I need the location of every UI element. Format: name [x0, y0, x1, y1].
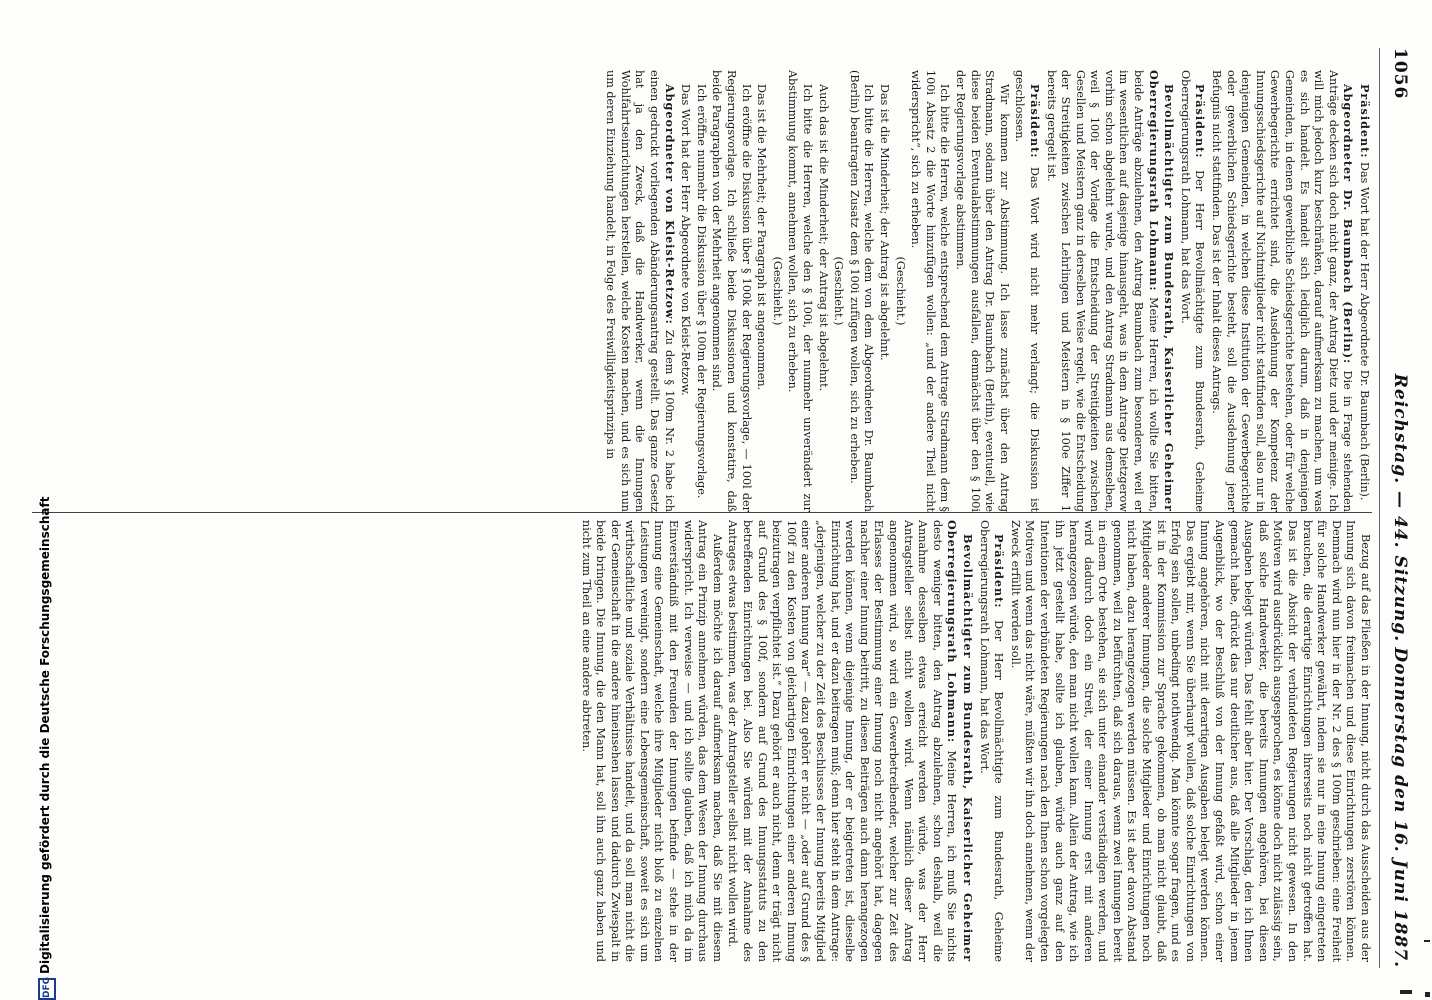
paragraph: [846, 70, 875, 512]
paragraph: [1007, 520, 1372, 962]
paragraph-text: Wir kommen zur Abstimmung. Ich lasse zunächst über den Antrag Stradmann, sodann über den Antrag Dr. Baumbach (Berlin), eventuell, wie diese beiden Eventualabstimmungen ausfallen, demnächst über den § 100i der Regierungsvorlage abstimmen.: [953, 70, 1011, 512]
paragraph: [1012, 70, 1042, 512]
page-number: 1056: [1390, 48, 1410, 100]
paragraph-text: Das Wort hat der Herr Abgeordnete Dr. Baumbach (Berlin).: [1358, 162, 1371, 501]
speaker-name: Präsident:: [992, 534, 1007, 609]
paragraph: [603, 70, 677, 512]
speaker-name: Abgeordneter Dr. Baumbach (Berlin):: [1341, 84, 1356, 365]
paragraph: [754, 70, 769, 512]
paragraph-text: Meine Herren, ich muß Sie nichts desto weniger bitten, den Antrag abzulehnen, schon deshalb, weil die Annahme desselben etwas erreicht werden würde, was der Herr Antragsteller selbst nicht wollen wird. Wenn nämlich dieser Antrag angenommen wird, so wird ein Gewerbetreibender, welcher zur Zeit des Erlasses der Bestimmung einer Innung noch nicht angehört hat, dagegen nachher einer Innung beitritt, zu diesen Beiträgen auch dann herangezogen werden können, wenn diejenige Innung, der er beigetreten ist, dieselbe Einrichtung hat, und er dazu beitragen muß; denn hier steht in dem Antrage: „derjenigen, welcher zu der Zeit des Beschlusses der Innung bereits Mitglied einer anderen Innung war“ — dazu gehört er nicht — „oder auf Grund des § 100f zu den Kosten von gleichartigen Einrichtungen einer anderen Innung beizutragen verpflichtet ist.“ Dazu gehört er auch nicht, denn er trägt nicht auf Grund des § 100f, sondern auf Grund des Innungsstatuts zu den betreffenden Einrichtungen bei. Also Sie würden mit der Annahme des Antrages etwas bestimmen, was der Antragsteller selbst nicht wollen wird.: [726, 520, 959, 963]
paragraph: [892, 70, 907, 512]
running-header: [1382, 48, 1410, 968]
header-date: Donnerstag den 16. Juni 1887.: [1390, 647, 1410, 968]
paragraph: [1043, 70, 1176, 512]
paragraph: [709, 70, 753, 512]
paragraph: [725, 520, 975, 962]
right-column: [577, 520, 1372, 962]
speaker-name: Bevollmächtigter zum Bundesrath, Kaiserlicher Geheimer Oberregierungsrath Lohmann:: [1146, 70, 1177, 512]
column-divider: [32, 512, 1372, 513]
speaker-name: Präsident:: [1193, 84, 1208, 159]
paragraph-text: Zu dem § 100m Nr. 2 habe ich einen gedruckt vorliegenden Abänderungsantrag gestellt. Das ganze Gesetz hat ja den Zweck, daß die Handwerker, wenn die Innungen Wohlfahrtseinrichtungen herstellen, welche Kosten machen, und es sich nun um deren Einziehung handelt, in Folge des Freiwilligkeitsprinzips in: [604, 70, 676, 512]
paragraph: [908, 70, 952, 512]
speaker-name: Präsident:: [1358, 84, 1372, 159]
paragraph: [769, 70, 784, 512]
paragraph: [1177, 70, 1207, 512]
paragraph-text: Ich eröffne nunmehr die Diskussion über § 100m der Regierungsvorlage.: [694, 84, 708, 499]
paragraph-text: (Geschieht.): [770, 256, 784, 326]
scan-speck: [1400, 990, 1412, 994]
paragraph: [815, 70, 830, 512]
scan-speck: [1424, 940, 1430, 942]
paragraph: [693, 70, 708, 512]
paragraph-text: Ich bitte die Herren, welche den § 100i, der nunmehr unverändert zur Abstimmung kommt, annehmen wollen, sich zu erheben.: [786, 70, 815, 512]
scan-speck: [1425, 992, 1430, 997]
paragraph: [785, 70, 814, 512]
paragraph-text: (Geschieht.): [832, 256, 846, 326]
paragraph: [976, 520, 1006, 962]
paragraph-text: Das ist die Mehrheit; der Paragraph ist angenommen.: [755, 84, 769, 391]
speaker-name: Präsident:: [1027, 84, 1042, 159]
paragraph: [876, 70, 891, 512]
paragraph: [952, 70, 1010, 512]
paragraph-text: Das Wort wird nicht mehr verlangt; die Diskussion ist geschlossen.: [1013, 70, 1041, 512]
paragraph-text: Meine Herren, ich wollte Sie bitten, beide Anträge abzulehnen, den Antrag Baumbach zum besonderen, weil er im wesentlichen auf dasjenige hinausgeht, was in dem Antrage Dietzgerow vorhin schon abgelehnt wurde, und den Antrag Stradmann aus demselben, weil § 100i der Vorlage die Entscheidung der Streitigkeiten zwischen Gesellen und Meistern ganz in derselben Weise regelt, wie die Entscheidung der Streitigkeiten zwischen Lehrlingen und Meistern in § 100e Ziffer 1 bereits geregelt ist.: [1044, 70, 1160, 513]
paragraph-text: Der Herr Bevollmächtigte zum Bundesrath, Geheime Oberregierungsrath Lohmann, hat das Wort.: [977, 520, 1006, 962]
header-rule: [1379, 48, 1380, 968]
dfg-logo-icon: DFG: [38, 978, 56, 1000]
paragraph-text: Ich bitte die Herren, welche dem von dem Abgeordneten Dr. Baumbach (Berlin) beantragten Zusatz dem § 100i zufügen wollen, sich zu erheben.: [847, 70, 876, 512]
speaker-name: Bevollmächtigter zum Bundesrath, Kaiserlicher Geheimer Oberregierungsrath Lohmann:: [945, 520, 975, 962]
speaker-name: Abgeordneter von Kleist-Retzow:: [662, 84, 677, 325]
paragraph-text: Auch das ist die Minderheit; der Antrag ist abgelehnt.: [816, 84, 830, 392]
paragraph-text: Das Wort hat der Herr Abgeordnete von Kleist-Retzow.: [679, 84, 693, 396]
paragraph: [578, 520, 724, 962]
paragraph-text: Außerdem möchte ich darauf aufmerksam machen, daß Sie mit diesem Antrag ein Prinzip annehmen würden, das dem Wesen der Innung durchaus widerspricht. Ich verweise — und ich sollte glauben, daß ich mich da im Einverständniß mit den Freunden der Innungen befinde — stehe in der Innung eine Gemeinschaft, welche ihre Mitglieder nicht bloß zu einzelnen Leistungen vereinigt, sondern eine Lebensgemeinschaft, soweit es sich um wirthschaftliche und soziale Verhältnisse handelt, und da soll man nicht die der Gemeinschaft in die andere hineinsehen lassen und dadurch Zwiespalt in beide bringen. Die Innung, die den Mann hat, soll ihn auch ganz haben und nicht zum Theil an eine andere abtreten.: [579, 520, 724, 962]
left-column: [602, 70, 1372, 512]
paragraph-text: Die in Frage stehenden Anträge decken sich doch nicht ganz, der Antrag Dietz und der meinige. Ich will mich jedoch kurz beschränken, darauf aufmerksam zu machen, um was es sich handelt. Es handelt sich lediglich darum, daß in denjenigen Gemeinden, in denen gewerbliche Schiedsgerichte bestehen, oder für welche Gewerbegerichte errichtet sind, die Ausdehnung der Kompetenz der Innungsschiedsgerichte auf Nichtmitglieder nicht stattfinden soll, also nur in denjenigen Gemeinden, in welchen diese Institution der Gewerbegerichte oder gewerblichen Schiedsgerichte besteht, soll die Ausdehnung jener Befugnis nicht stattfinden. Das ist der Inhalt dieses Antrags.: [1210, 70, 1355, 512]
paragraph: [1208, 70, 1355, 512]
footer-strip: [38, 0, 60, 1000]
paragraph: [678, 70, 693, 512]
paragraph-text: Bezug auf das Fließen in der Innung, nicht durch das Ausscheiden aus der Innung sich davon freimachen und diese Einrichtungen zerstören können. Demnach wird nun hier in der Nr. 2 des § 100m geschrieben: eine Freiheit für solche Handwerker gewährt, indem sie nur in eine Innung eingetreten brauchen, die derartige Einrichtungen ihrerseits noch nicht getroffen hat. Das ist die Absicht der verbündeten Regierungen nicht gewesen. In den Motiven wird ausdrücklich ausgesprochen, es könne doch nicht zulässig sein, daß solche Handwerker, die bereits Innungen angehören, bei diesen Ausgaben belegt würden. Das fehlt aber hier. Der Vorschlag, den ich Ihnen gemacht habe, drückt das nur deutlicher aus, daß alle Mitglieder in jenem Augenblick, wo der Beschluß von der Innung gefaßt wird, schon einer Innung angehören, nicht mit derartigen Ausgaben belegt werden können. Das ergiebt mir, wenn Sie überhaupt wollen, daß solche Einrichtungen von Erfolg sein sollen, unbedingt nothwendig. Man könnte sogar fragen, und es ist in der Kommission zur Sprache gekommen, ob man nicht glaubt, daß Mitglieder anderer Innungen, die solche Mitglieder und Einrichtungen noch nicht haben, dazu herangezogen werden müssen. Es ist aber davon Abstand genommen, weil zu befürchten, daß sich daraus, wenn zwei Innungen bereit in einem Orte bestehen, sie sich unter einander verständigen werden, und wird dadurch doch ein Streit, der einer Innung erst mit anderen herangezogen würde, den man nicht wollen kann. Allein der Antrag, wie ich ihn jetzt gestellt habe, sollte ich glauben, würde auch ganz auf den Intentionen der verbündeten Regierungen nach den Ihnen schon vorgelegten Motiven und wenn das nicht wäre, müßten wir ihn doch annehmen, wenn der Zweck erfüllt werden soll.: [1008, 520, 1372, 962]
paragraph-text: (Geschieht.): [893, 256, 907, 326]
footer-credit: Digitalisierung gefördert durch die Deutsche Forschungsgemeinschaft: [38, 496, 52, 974]
paragraph: [1356, 70, 1372, 512]
paragraph: [831, 70, 846, 512]
paragraph-text: Das ist die Minderheit; der Antrag ist abgelehnt.: [878, 84, 891, 361]
header-title: Reichstag. — 44. Sitzung.: [1390, 373, 1410, 643]
paragraph-text: Der Herr Bevollmächtigte zum Bundesrath, Geheime Oberregierungsrath Lohmann, hat das Wort.: [1178, 70, 1207, 512]
paragraph-text: Ich eröffne die Diskussion über § 100k der Regierungsvorlage, — 100l der Regierungsvorlage. Ich schließe beide Diskussionen und konstatire, daß beide Paragraphen von der Mehrheit angenommen sind.: [710, 70, 753, 512]
paragraph-text: Ich bitte die Herren, welche entsprechend dem Antrage Stradmann dem § 100i Absatz 2 die Worte hinzufügen wollen: „und der andere Theil nicht widerspricht“, sich zu erheben.: [909, 70, 952, 512]
